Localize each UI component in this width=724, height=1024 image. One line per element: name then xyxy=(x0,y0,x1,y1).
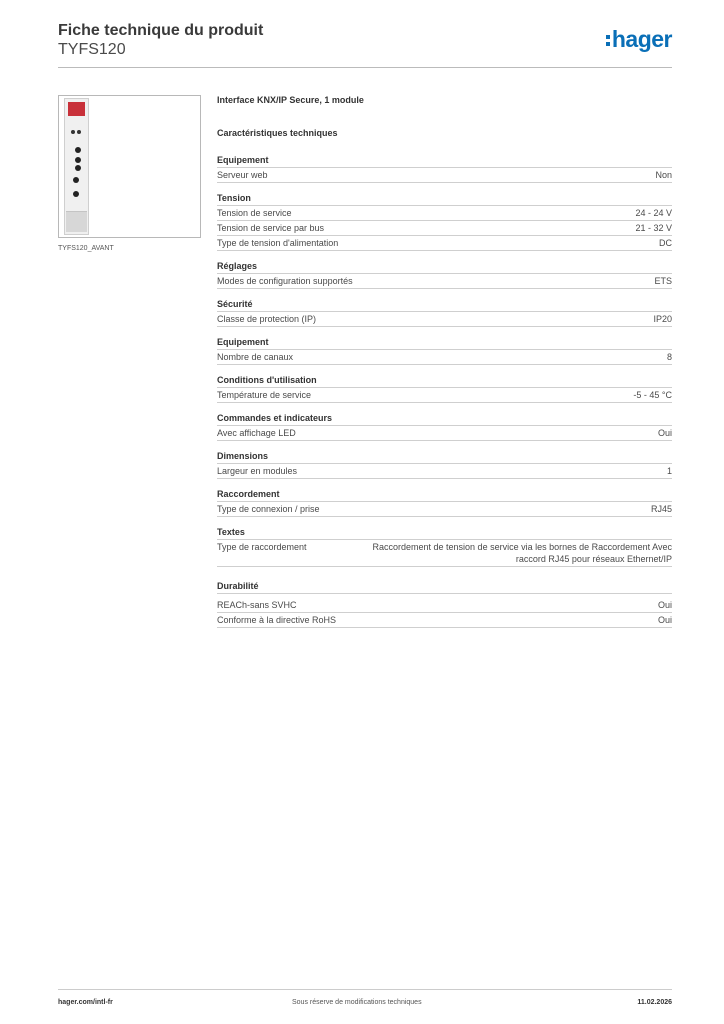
spec-label: Type de tension d'alimentation xyxy=(217,238,339,248)
spec-label: Tension de service xyxy=(217,208,292,218)
spec-label: Nombre de canaux xyxy=(217,352,294,362)
device-button-icon xyxy=(75,147,81,153)
spec-label: Type de raccordement xyxy=(217,542,307,552)
spec-row xyxy=(217,464,672,479)
device-button-icon xyxy=(73,191,79,197)
spec-value: IP20 xyxy=(653,314,672,324)
spec-row xyxy=(217,540,672,567)
section-title: Sécurité xyxy=(217,294,672,312)
spec-section xyxy=(217,188,672,251)
spec-section xyxy=(217,294,672,327)
spec-section xyxy=(217,572,672,628)
spec-label: REACh-sans SVHC xyxy=(217,600,297,610)
device-button-icon xyxy=(75,165,81,171)
device-button-icon xyxy=(75,157,81,163)
hager-logo xyxy=(606,26,672,53)
spec-section xyxy=(217,150,672,183)
spec-value: DC xyxy=(659,238,672,248)
spec-value: Oui xyxy=(657,428,672,438)
spec-section xyxy=(217,484,672,517)
spec-label: Tension de service par bus xyxy=(217,223,325,233)
section-title: Commandes et indicateurs xyxy=(217,408,672,426)
logo-dots-icon xyxy=(606,33,610,48)
section-title: Equipement xyxy=(217,150,672,168)
device-led-icon xyxy=(77,130,81,134)
spec-section xyxy=(217,256,672,289)
spec-row xyxy=(217,168,672,183)
logo-text: hager xyxy=(611,26,672,52)
spec-section xyxy=(217,332,672,365)
spec-row xyxy=(217,502,672,517)
spec-row xyxy=(217,613,672,628)
spec-label: Type de connexion / prise xyxy=(217,504,320,514)
spec-row xyxy=(217,312,672,327)
footer-website: hager.com/intl-fr xyxy=(58,999,113,1006)
product-image xyxy=(58,95,201,238)
spec-value: Oui xyxy=(657,615,672,625)
spec-row xyxy=(217,274,672,289)
spec-section xyxy=(217,446,672,479)
product-description: Interface KNX/IP Secure, 1 module xyxy=(217,95,364,105)
footer-divider xyxy=(58,989,672,990)
device-red-cap xyxy=(68,102,85,116)
spec-label: Température de service xyxy=(217,390,312,400)
spec-value: Non xyxy=(655,170,672,180)
spec-value: ETS xyxy=(654,276,672,286)
footer-notice: Sous réserve de modifications techniques xyxy=(292,999,422,1006)
spec-value: RJ45 xyxy=(650,504,672,514)
spec-value: Raccordement de tension de service via les bornes de Raccordement Avec raccord RJ45 pour réseaux Ethernet/IP xyxy=(372,542,672,564)
section-title: Réglages xyxy=(217,256,672,274)
section-title: Conditions d'utilisation xyxy=(217,370,672,388)
spec-label: Avec affichage LED xyxy=(217,428,296,438)
spec-row xyxy=(217,598,672,613)
spec-label: Conforme à la directive RoHS xyxy=(217,615,337,625)
spec-section xyxy=(217,408,672,441)
spec-row xyxy=(217,426,672,441)
spec-label: Classe de protection (IP) xyxy=(217,314,317,324)
page-header xyxy=(58,20,672,68)
section-title: Tension xyxy=(217,188,672,206)
spec-row xyxy=(217,350,672,365)
device-button-icon xyxy=(73,177,79,183)
spec-value: Oui xyxy=(657,600,672,610)
spec-value: 1 xyxy=(666,466,672,476)
footer-date: 11.02.2026 xyxy=(637,999,672,1006)
image-caption: TYFS120_AVANT xyxy=(58,245,114,252)
spec-row xyxy=(217,388,672,403)
spec-section xyxy=(217,522,672,567)
product-reference: TYFS120 xyxy=(58,41,126,58)
spec-value: -5 - 45 °C xyxy=(633,390,672,400)
specifications xyxy=(217,95,672,633)
spec-row xyxy=(217,236,672,251)
spec-value: 21 - 32 V xyxy=(635,223,672,233)
header-divider xyxy=(58,67,672,68)
section-title: Textes xyxy=(217,522,672,540)
device-terminal xyxy=(66,211,87,232)
page-title: Fiche technique du produit xyxy=(58,22,264,39)
device-illustration xyxy=(64,98,89,235)
spec-value: 24 - 24 V xyxy=(635,208,672,218)
spec-value: 8 xyxy=(666,352,672,362)
section-title: Raccordement xyxy=(217,484,672,502)
spec-label: Largeur en modules xyxy=(217,466,298,476)
section-title: Dimensions xyxy=(217,446,672,464)
spec-label: Modes de configuration supportés xyxy=(217,276,353,286)
spec-row xyxy=(217,206,672,221)
device-led-icon xyxy=(71,130,75,134)
section-title: Equipement xyxy=(217,332,672,350)
spec-row xyxy=(217,221,672,236)
spec-label: Serveur web xyxy=(217,170,268,180)
section-title: Durabilité xyxy=(217,572,672,594)
spec-section xyxy=(217,370,672,403)
specifications-heading: Caractéristiques techniques xyxy=(217,128,338,138)
